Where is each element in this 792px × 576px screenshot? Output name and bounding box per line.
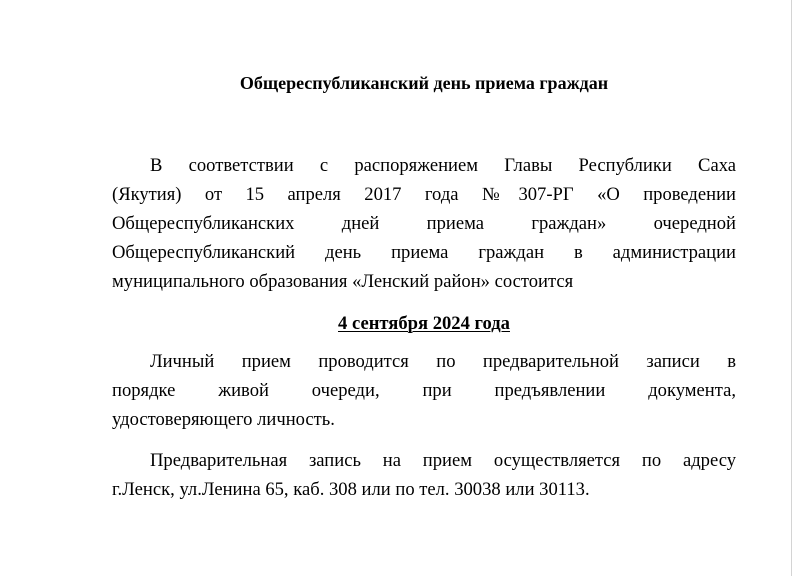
paragraph-line: В соответствии с распоряжением Главы Республики Саха xyxy=(150,155,736,176)
document-title: Общереспубликанский день приема граждан xyxy=(239,73,609,93)
paragraph-line: Личный прием проводится по предварительной записи в xyxy=(150,351,736,372)
paragraph-line: (Якутия) от 15 апреля 2017 года №307-РГ «О проведении xyxy=(112,184,736,205)
paragraph-line: муниципального образования «Ленский район» состоится xyxy=(112,271,574,292)
paragraph-reception xyxy=(112,347,736,434)
paragraph-registration xyxy=(112,446,736,504)
paragraph-line: Предварительная запись на прием осуществляется по адресу xyxy=(150,450,736,471)
paragraph-intro xyxy=(112,151,736,296)
paragraph-line: Общереспубликанских дней приема граждан» очередной xyxy=(112,213,736,234)
paragraph-line: порядке живой очереди, при предъявлении документа, xyxy=(112,380,736,401)
paragraph-line: Общереспубликанский день приема граждан в администрации xyxy=(112,242,736,263)
event-date: 4 сентября 2024 года xyxy=(338,313,510,334)
paragraph-line: г.Ленск, ул.Ленина 65, каб. 308 или по тел. 30038 или 30113. xyxy=(112,479,590,500)
paragraph-line: удостоверяющего личность. xyxy=(112,409,335,430)
